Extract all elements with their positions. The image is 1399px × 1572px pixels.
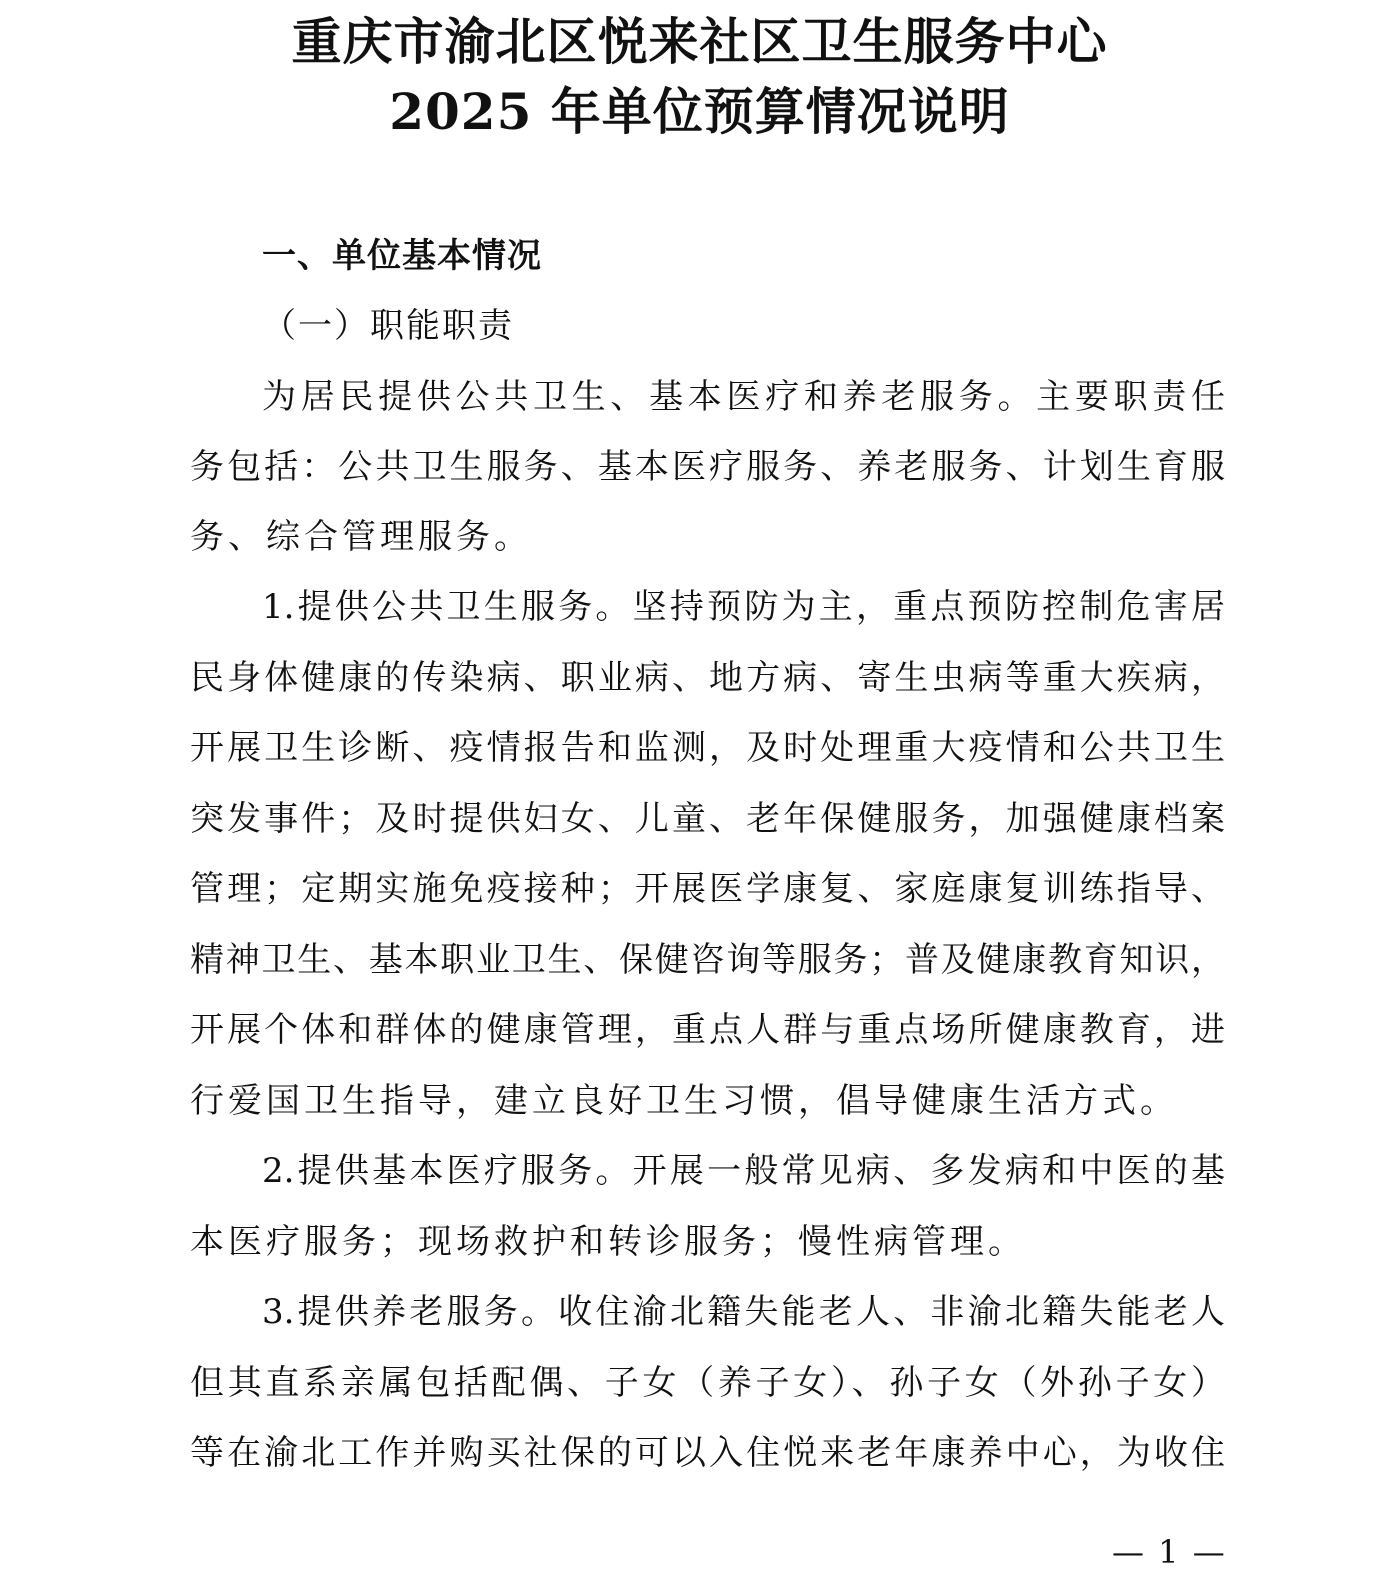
- page-number: — 1 —: [1112, 1533, 1227, 1571]
- paragraph-line: 管理；定期实施免疫接种；开展医学康复、家庭康复训练指导、: [190, 869, 1225, 909]
- paragraph-line: 行爱国卫生指导，建立良好卫生习惯，倡导健康生活方式。: [190, 1081, 1178, 1121]
- paragraph-line: 2.提供基本医疗服务。开展一般常见病、多发病和中医的基: [262, 1151, 1225, 1191]
- section-heading: 一、单位基本情况: [262, 236, 542, 276]
- subsection-heading: （一）职能职责: [262, 306, 514, 346]
- paragraph-line: 1.提供公共卫生服务。坚持预防为主，重点预防控制危害居: [262, 587, 1225, 627]
- document-title-line1: 重庆市渝北区悦来社区卫生服务中心: [291, 12, 1108, 71]
- paragraph-line: 精神卫生、基本职业卫生、保健咨询等服务；普及健康教育知识，: [190, 940, 1225, 980]
- paragraph-line: 务、综合管理服务。: [190, 517, 532, 557]
- paragraph-line: 为居民提供公共卫生、基本医疗和养老服务。主要职责任: [262, 377, 1225, 417]
- paragraph-line: 开展个体和群体的健康管理，重点人群与重点场所健康教育，进: [190, 1010, 1225, 1050]
- paragraph-line: 本医疗服务；现场救护和转诊服务；慢性病管理。: [190, 1222, 1026, 1262]
- paragraph-line: 等在渝北工作并购买社保的可以入住悦来老年康养中心，为收住: [190, 1433, 1225, 1473]
- paragraph-line: 民身体健康的传染病、职业病、地方病、寄生虫病等重大疾病，: [190, 658, 1225, 698]
- paragraph-line: 开展卫生诊断、疫情报告和监测，及时处理重大疫情和公共卫生: [190, 728, 1225, 768]
- paragraph-line: 但其直系亲属包括配偶、子女（养子女）、孙子女（外孙子女）: [190, 1363, 1225, 1403]
- document-title-line2: 2025 年单位预算情况说明: [389, 82, 1010, 141]
- paragraph-line: 3.提供养老服务。收住渝北籍失能老人、非渝北籍失能老人: [262, 1292, 1225, 1332]
- paragraph-line: 突发事件；及时提供妇女、儿童、老年保健服务，加强健康档案: [190, 799, 1225, 839]
- paragraph-line: 务包括：公共卫生服务、基本医疗服务、养老服务、计划生育服: [190, 447, 1225, 487]
